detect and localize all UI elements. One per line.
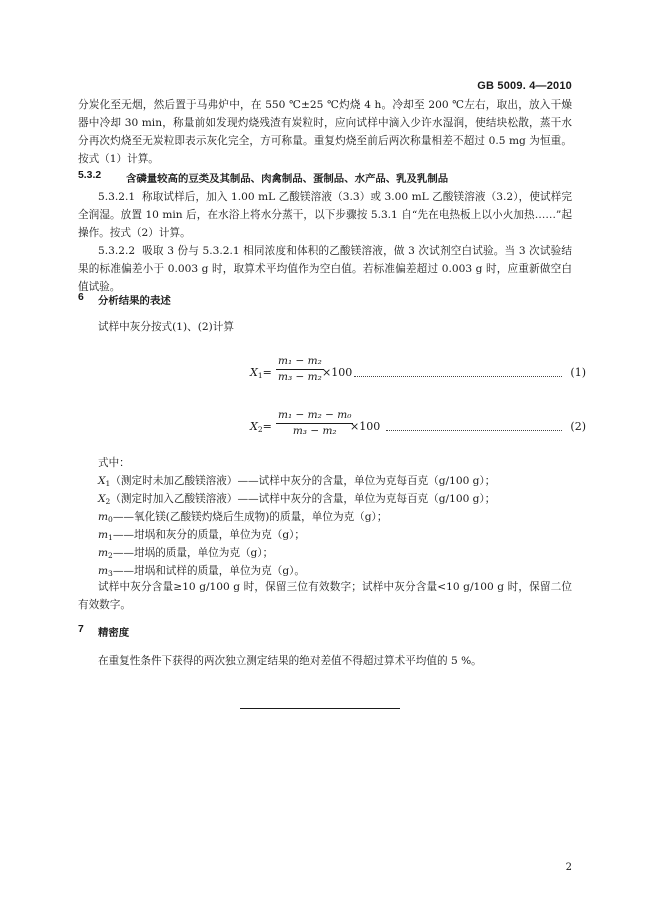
- eq1-lhs: X: [250, 366, 258, 379]
- eq2-multiplier: ×100: [350, 420, 381, 433]
- var-sub: 0: [108, 515, 113, 524]
- page-number: 2: [565, 862, 572, 873]
- sig-rule-text: 试样中灰分含量≥10 g/100 g 时，保留三位有效数字；试样中灰分含量<10 g/100 g 时，保留二位有效数字。: [78, 581, 572, 611]
- def-text: （测定时未加乙酸镁溶液）——试样中灰分的含量，单位为克每百克（g/100 g）；: [110, 475, 496, 487]
- def-text: ——坩埚和试样的质量，单位为克（g）。: [112, 565, 305, 577]
- precision-text: 在重复性条件下获得的两次独立测定结果的绝对差值不得超过算术平均值的 5 %。: [98, 655, 482, 667]
- paragraph-5-3-2-1: [78, 188, 572, 242]
- section-5-3-2-title: 含磷量较高的豆类及其制品、肉禽制品、蛋制品、水产品、乳及乳制品: [126, 174, 449, 185]
- eq2-lhs: X: [250, 420, 258, 433]
- eq1-denominator: m₃ − m₂: [278, 371, 322, 383]
- section-6-title: 分析结果的表述: [98, 296, 171, 307]
- eq1-lhs-sub: 1: [257, 371, 263, 380]
- eq1-fraction: [276, 354, 324, 385]
- calc-intro: 试样中灰分按式(1)、(2)计算: [98, 321, 234, 333]
- paragraph-ashing-continued: 分炭化至无烟，然后置于马弗炉中，在 550 ℃±25 ℃灼烧 4 h。冷却至 200 ℃左右，取出，放入干燥器中冷却 30 min，称量前如发现灼烧残渣有炭粒时，应向试样中滴入少许水湿润，使结块松散，蒸干水分再次灼烧至无炭粒即表示灰化完全，方可称量。重复灼烧至前后两次称量相差不超过 0.5 mg 为恒重。按式（1）计算。: [78, 99, 572, 165]
- eq2-lhs-sub: 2: [257, 425, 263, 434]
- significant-figures-rule: [78, 578, 572, 614]
- var-sub: 3: [108, 569, 113, 578]
- var-sub: 1: [108, 533, 113, 542]
- var-x: X: [98, 475, 106, 487]
- equation-2: $X_2=$ $\frac{\text{m₁ − m₂ − m₀}}{\text{m₃ − m₂}}$ ×100 (2): [250, 409, 586, 437]
- def-text: ——坩埚的质量，单位为克（g）；: [112, 547, 274, 559]
- var-x: X: [98, 493, 106, 505]
- var-m: m: [98, 529, 109, 541]
- standard-number: GB 5009. 4—2010: [477, 80, 572, 92]
- section-7-number: 7: [78, 624, 84, 635]
- eq1-leader: [354, 376, 562, 377]
- def-text: ——坩埚和灰分的质量，单位为克（g）；: [112, 529, 305, 541]
- clause-number: 5.3.2.2: [98, 245, 136, 257]
- section-7-title: 精密度: [98, 628, 130, 639]
- clause-number: 5.3.2.1: [98, 191, 136, 203]
- section-5-3-2-number: 5.3.2: [78, 170, 102, 181]
- def-text: （测定时加入乙酸镁溶液）——试样中灰分的含量，单位为克每百克（g/100 g）；: [110, 493, 496, 505]
- end-rule: [240, 708, 400, 709]
- section-6-number: 6: [78, 292, 84, 303]
- eq2-label: (2): [570, 420, 586, 433]
- var-m: m: [98, 547, 109, 559]
- equation-1: $X_1=$ $\frac{\text{m₁ − m₂}}{\text{m₃ − m₂}}$ ×100 (1): [250, 355, 586, 383]
- clause-text: 称取试样后，加入 1.00 mL 乙酸镁溶液（3.3）或 3.00 mL 乙酸镁溶液（3.2），使试样完全润湿。放置 10 min 后，在水浴上将水分蒸干，以下步骤按 5.3.1 自“先在电热板上以小火加热……”起操作。按式（2）计算。: [78, 191, 572, 239]
- eq1-numerator: m₁ − m₂: [276, 354, 324, 370]
- eq2-leader: [386, 430, 562, 431]
- eq2-fraction: [276, 408, 353, 439]
- var-sub: 1: [105, 479, 111, 488]
- var-sub: 2: [108, 551, 113, 560]
- where-label: 式中：: [98, 457, 130, 469]
- eq2-numerator: m₁ − m₂ − m₀: [276, 408, 353, 424]
- eq1-multiplier: ×100: [322, 366, 353, 379]
- def-text: ——氧化镁(乙酸镁灼烧后生成物)的质量，单位为克（g）；: [112, 511, 388, 523]
- eq2-denominator: m₃ − m₂: [292, 425, 337, 437]
- var-sub: 2: [105, 497, 111, 506]
- var-m: m: [98, 565, 109, 577]
- eq1-label: (1): [570, 366, 586, 379]
- var-m: m: [98, 511, 109, 523]
- clause-text: 吸取 3 份与 5.3.2.1 相同浓度和体积的乙酸镁溶液，做 3 次试剂空白试验。当 3 次试验结果的标准偏差小于 0.003 g 时，取算术平均值作为空白值。若标准偏差超过 0.003 g 时，应重新做空白值试验。: [78, 245, 572, 293]
- paragraph-5-3-2-2: [78, 242, 572, 296]
